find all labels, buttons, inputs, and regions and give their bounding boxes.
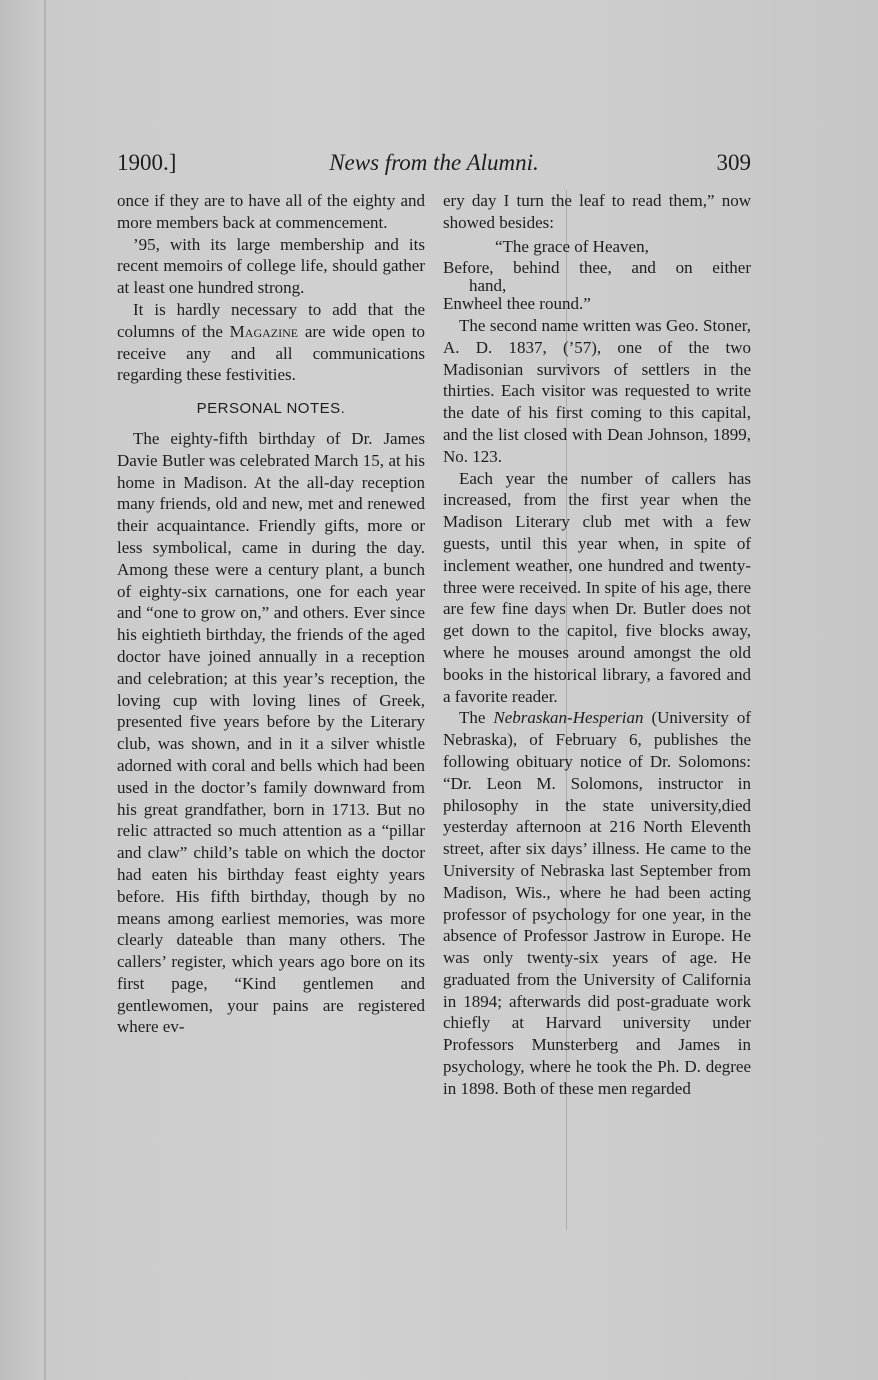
poem-line: Before, behind thee, and on either <box>443 258 751 278</box>
section-heading: PERSONAL NOTES. <box>196 400 346 418</box>
poem-line: hand, <box>469 276 507 296</box>
running-header <box>117 150 751 180</box>
binding-shadow <box>44 0 46 1380</box>
right-column <box>443 190 751 1100</box>
paragraph-class-of-95: ’95, with its large membership and its recent memoirs of college life, should gather at least one hundred strong. <box>117 234 425 298</box>
poem-line: Enwheel thee round.” <box>443 294 591 314</box>
paragraph-magazine <box>117 299 425 386</box>
header-title: News from the Alumni. <box>329 150 539 175</box>
obituary-the: The <box>459 708 486 728</box>
magazine-text-before: It is hardly necessary to add that the columns of the <box>117 299 425 341</box>
paragraph-second-name: The second name written was Geo. Stoner, A. D. 1837, (’57), one of the two Madisonian survivors of settlers in the thirties. Each visitor was requested to write the date of his first coming to this capital, and the list closed with Dean Johnson, 1899, No. 123. <box>443 315 751 466</box>
obituary-text: (University of Nebraska), of February 6, publishes the following obituary notice of Dr. Solomons: “Dr. Leon M. Solomons, instructor in philosophy in the state university,died yesterday afternoon at 216 North Eleventh street, after six days’ illness. He came to the University of Nebraska last September from Madison, Wis., where he had been acting professor of psychology for one year, in the absence of Professor Jastrow in Europe. He was only twenty-six years of age. He graduated from the University of California in 1894; afterwards did post-graduate work chiefly at Harvard university under Professors Munsterberg and James in psychology, where he took the Ph. D. degree in 1898. Both of these men regarded <box>443 708 751 1098</box>
header-year: 1900.] <box>117 150 177 175</box>
paragraph-continuation: once if they are to have all of the eighty and more members back at commencement. <box>117 191 425 232</box>
poem-quote <box>443 236 751 315</box>
publication-name: Nebraskan-Hesperian <box>493 708 644 728</box>
paragraph-callers: Each year the number of callers has increased, from the first year when the Madison Literary club met with a few guests, until this year when, in spite of inclement weather, one hundred and twenty-three were received. In spite of his age, there are few fine days when Dr. Butler does not get down to the capitol, five blocks away, where he mouses around amongst the old books in the historical library, a favored and a favorite reader. <box>443 468 751 706</box>
magazine-name: Magazine <box>229 321 299 341</box>
magazine-text-after: are wide open to receive any and all communications regarding these festivities. <box>117 321 426 385</box>
paragraph-obituary <box>443 707 751 1099</box>
paragraph-butler-birthday: The eighty-fifth birthday of Dr. James Davie Butler was celebrated March 15, at his home in Madison. At the all-day reception many friends, old and new, met and renewed their acquaintance. Friendly gifts, more or less symbolical, came in during the day. Among these were a century plant, a bunch of eighty-six carnations, one for each year and “one to grow on,” and others. Ever since his eightieth birthday, the friends of the aged doctor have joined annually in a reception and celebration; at this year’s reception, the loving cup with loving lines of Greek, presented five years before by the Literary club, was shown, and in it a silver whistle adorned with coral and bells which had been used in the doctor’s family downward from his great grandfather, born in 1713. But no relic attracted so much attention as a “pillar and claw” child’s table on which the doctor had eaten his birthday feast eighty years before. His fifth birthday, though by no means among earliest memories, was more clearly dateable than many others. The callers’ register, which years ago bore on its first page, “Kind gentlemen and gentlewomen, your pains are registered where ev- <box>117 428 425 1037</box>
paragraph-register-continuation: ery day I turn the leaf to read them,” now showed besides: <box>443 191 751 232</box>
poem-line: “The grace of Heaven, <box>495 236 649 256</box>
page-number: 309 <box>716 150 751 175</box>
left-column <box>117 190 425 1038</box>
